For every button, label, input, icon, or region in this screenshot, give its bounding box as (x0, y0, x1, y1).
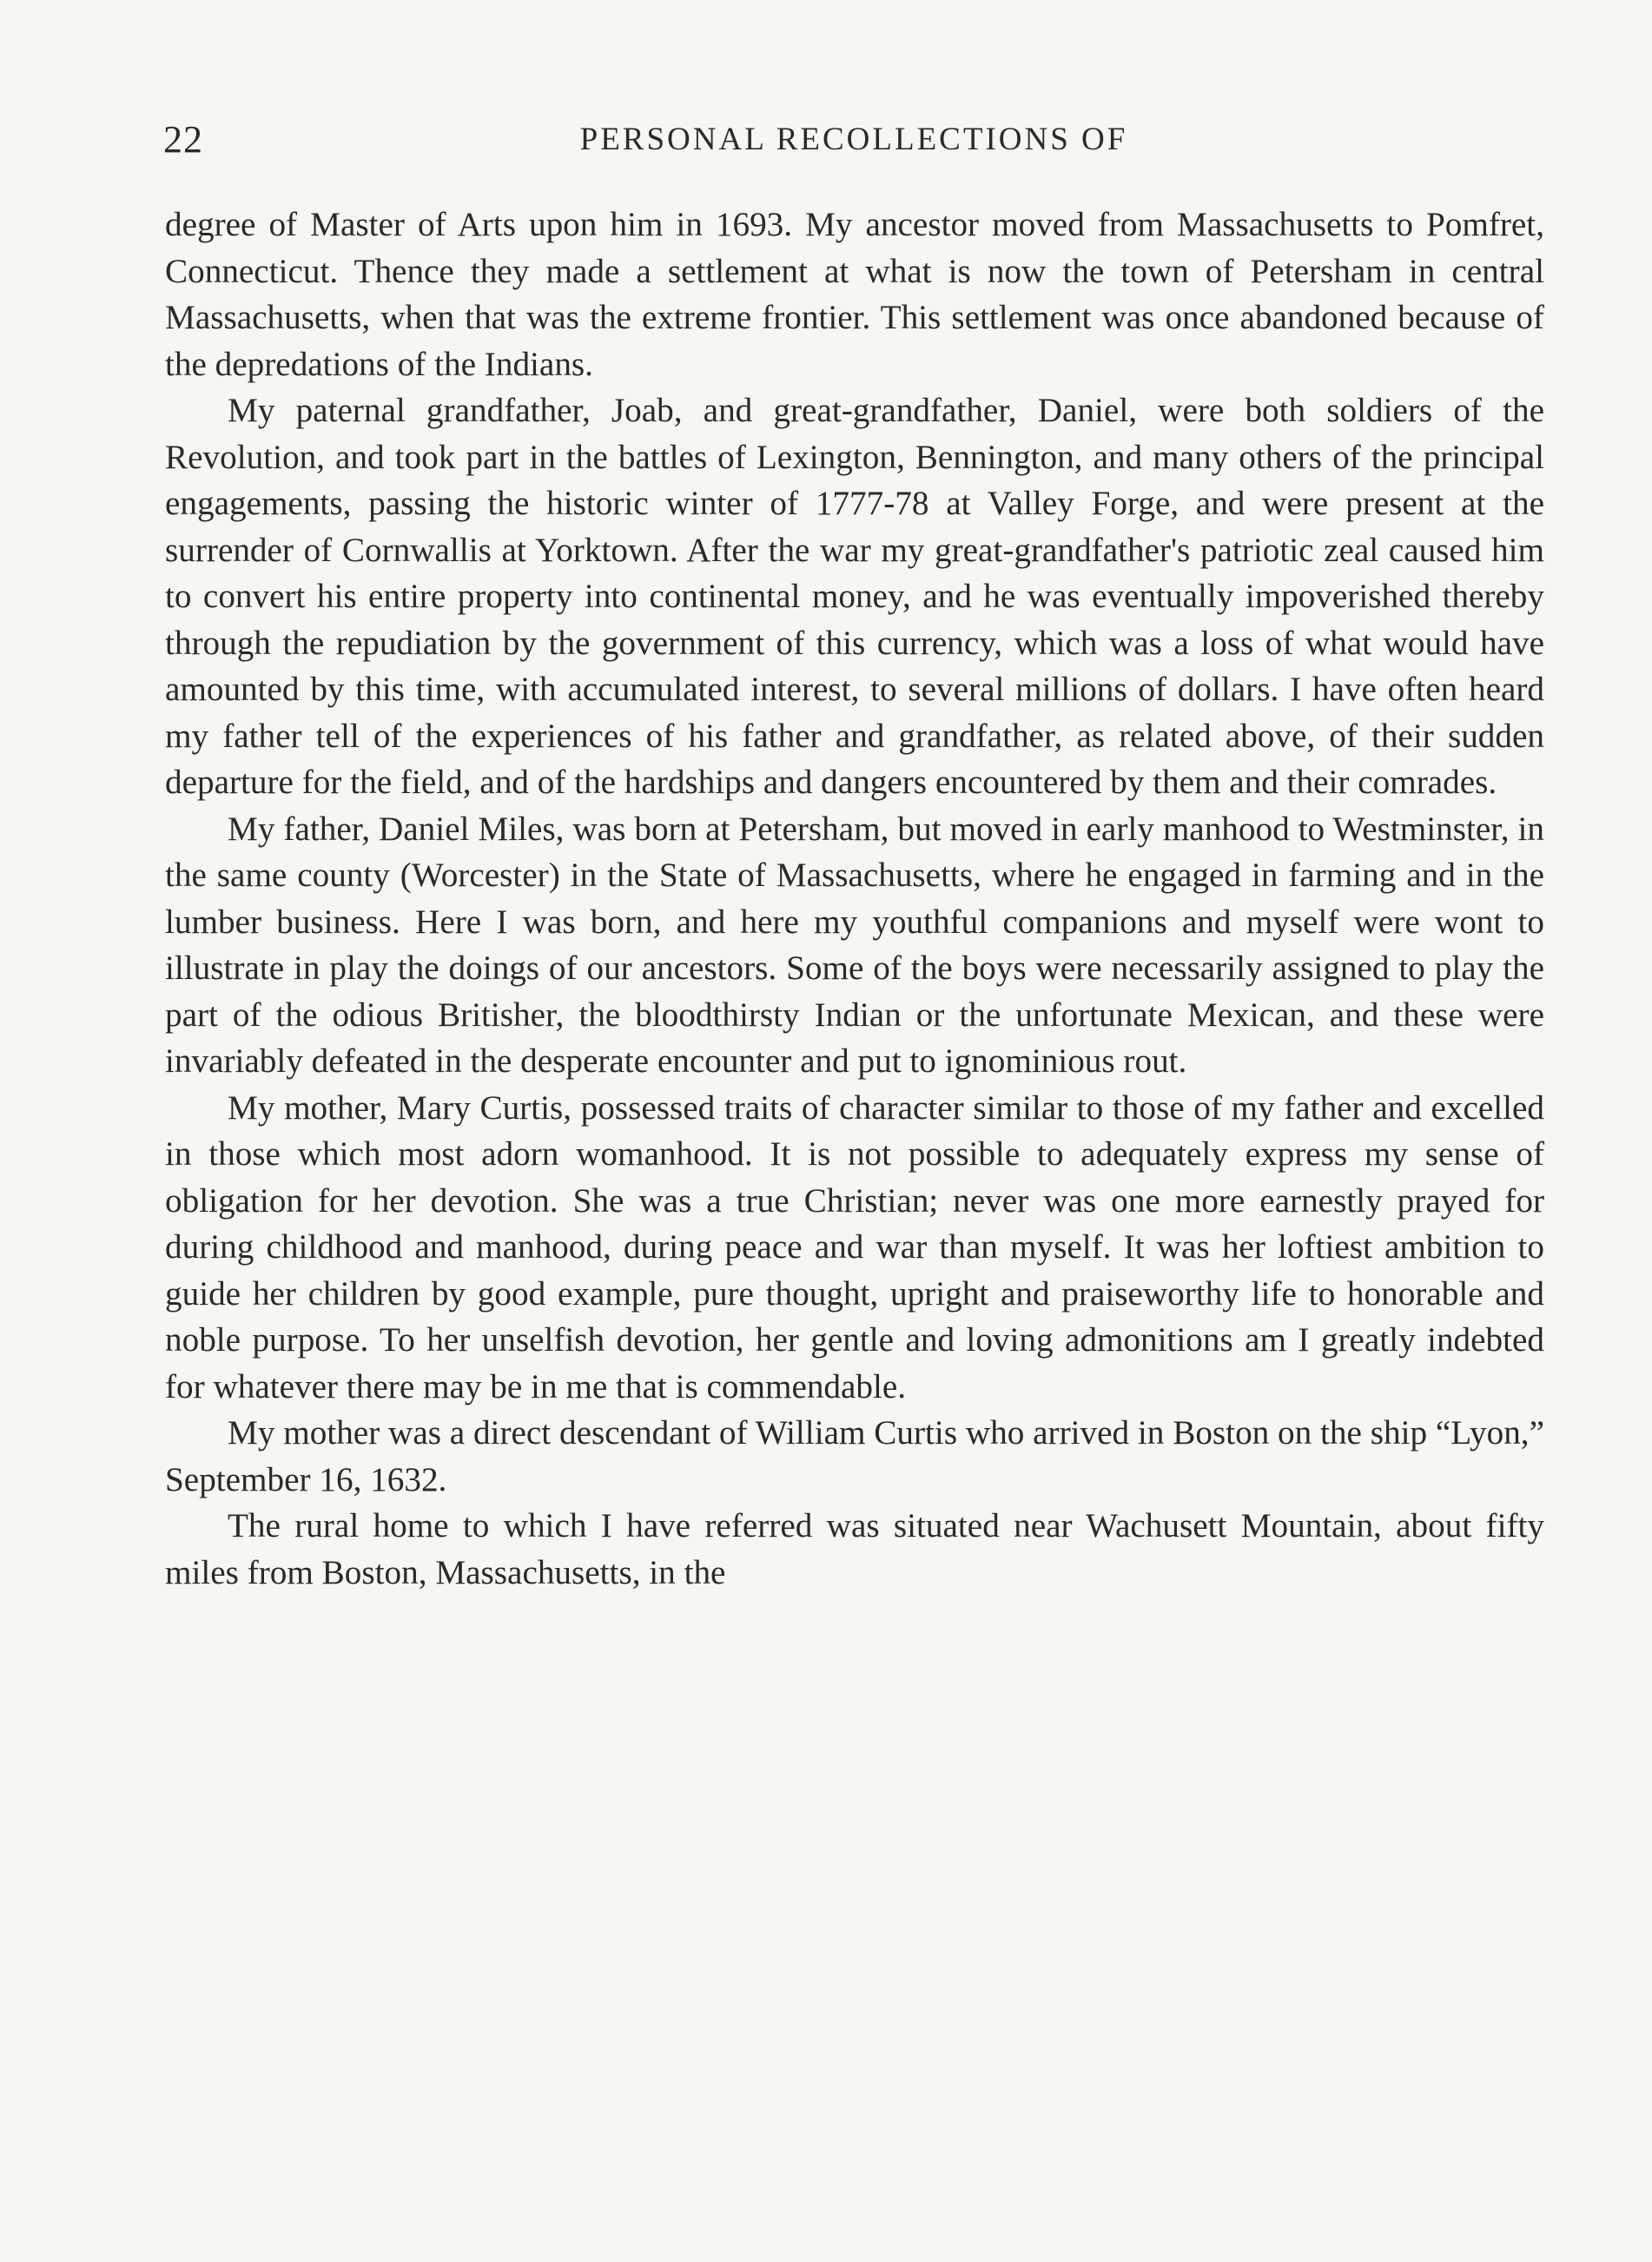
page-number: 22 (163, 118, 203, 161)
page-header (163, 117, 1544, 166)
running-head: PERSONAL RECOLLECTIONS OF (579, 122, 1128, 157)
paragraph: My mother was a direct descendant of William Curtis who arrived in Boston on the ship “Lyon,” September 16, 1632. (165, 1414, 1544, 1498)
paragraph: My mother, Mary Curtis, possessed traits of character similar to those of my father and excelled in those which most adorn womanhood. It is not possible to adequately express my sense of obligation for her devotion. She was a true Christian; never was one more earnestly prayed for during childhood and manhood, during peace and war than myself. It was her loftiest ambition to guide her children by good example, pure thought, upright and praiseworthy life to honorable and noble purpose. To her unselfish devotion, her gentle and loving admonitions am I greatly indebted for whatever there may be in me that is commendable. (165, 1088, 1544, 1405)
paragraph: My paternal grandfather, Joab, and great-grandfather, Daniel, were both soldiers of the Revolution, and took part in the battles of Lexington, Bennington, and many others of the principal engagements, passing the historic winter of 1777-78 at Valley Forge, and were present at the surrender of Cornwallis at Yorktown. After the war my great-grandfather's patriotic zeal caused him to convert his entire property into continental money, and he was eventually impoverished thereby through the repudiation by the government of this currency, which was a loss of what would have amounted by this time, with accumulated interest, to several millions of dollars. I have often heard my father tell of the experiences of his father and grandfather, as related above, of their sudden departure for the field, and of the hardships and dangers encountered by them and their comrades. (165, 392, 1544, 801)
body-text (165, 202, 1544, 1596)
paragraph: degree of Master of Arts upon him in 1693. My ancestor moved from Massachusetts to Pomfret, Connecticut. Thence they made a settlement at what is now the town of Petersham in central Massachusetts, when that was the extreme frontier. This settlement was once abandoned because of the depredations of the Indians. (165, 206, 1544, 383)
paragraph: My father, Daniel Miles, was born at Petersham, but moved in early manhood to Westminster, in the same county (Worcester) in the State of Massachusetts, where he engaged in farming and in the lumber business. Here I was born, and here my youthful companions and myself were wont to illustrate in play the doings of our ancestors. Some of the boys were necessarily assigned to play the part of the odious Britisher, the bloodthirsty Indian or the unfortunate Mexican, and these were invariably defeated in the desperate encounter and put to ignominious rout. (165, 810, 1544, 1080)
paragraph: The rural home to which I have referred was situated near Wachusett Mountain, about fifty miles from Boston, Massachusetts, in the (165, 1507, 1544, 1591)
